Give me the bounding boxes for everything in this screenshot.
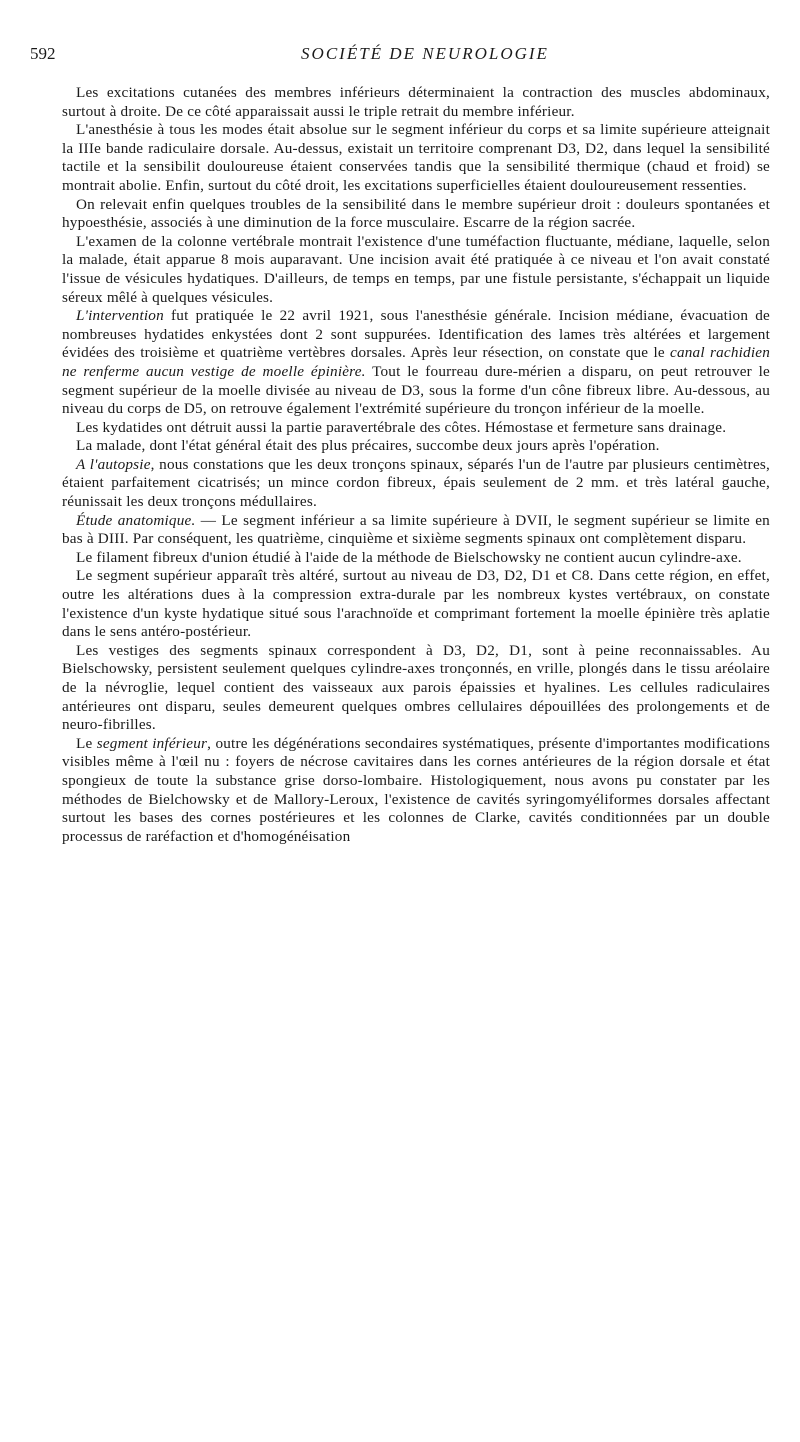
running-title: SOCIÉTÉ DE NEUROLOGIE	[301, 44, 549, 63]
paragraph: A l'autopsie, nous constations que les deux tronçons spinaux, séparés l'un de l'autre par plusieurs centimètres, étaient parfaitement cicatrisés; un mince cordon fibreux, épais seulement de 2 mm. et très latéral gauche, réunissait les deux tronçons médullaires.	[62, 455, 770, 511]
paragraph: La malade, dont l'état général était des plus précaires, succombe deux jours après l'opération.	[76, 437, 660, 455]
paragraph: Les kydatides ont détruit aussi la partie paravertébrale des côtes. Hémostase et fermeture sans drainage.	[76, 418, 727, 436]
paragraph: Le filament fibreux d'union étudié à l'aide de la méthode de Bielschowsky ne contient aucun cylindre-axe.	[76, 548, 742, 566]
page-number: 592	[30, 44, 56, 63]
paragraph: Les excitations cutanées des membres inférieurs déterminaient la contraction des muscles abdominaux, surtout à droite. De ce côté apparaissait aussi le triple retrait du membre inférieur.	[62, 84, 770, 120]
body-text	[62, 84, 770, 846]
paragraph: Le segment supérieur apparaît très altéré, surtout au niveau de D3, D2, D1 et C8. Dans cette région, en effet, outre les altérations dues à la compression extra-durale par les nombreux kystes vertébraux, on constate l'existence d'un kyste hydatique situé sous l'arachnoïde et comprimant fortement la moelle épinière très aplatie dans le sens antéro-postérieur.	[62, 567, 770, 641]
paragraph: L'intervention fut pratiquée le 22 avril 1921, sous l'anesthésie générale. Incision médiane, évacuation de nombreuses hydatides enkystées dont 2 sont suppurées. Identification des lames très altérées et largement évidées des troisième et quatrième vertèbres dorsales. Après leur résection, on constate que le canal rachidien ne renferme aucun vestige de moelle épinière. Tout le fourreau dure-mérien a disparu, on peut retrouver le segment supérieur de la moelle divisée au niveau de D3, sous la forme d'un cône fibreux libre. Au-dessous, au niveau du corps de D5, on retrouve également l'extrémité supérieure du tronçon inférieur de la moelle.	[62, 307, 770, 418]
paragraph: Étude anatomique. — Le segment inférieur a sa limite supérieure à DVII, le segment supérieur se limite en bas à DIII. Par conséquent, les quatrième, cinquième et sixième segments spinaux ont complètement disparu.	[62, 511, 770, 548]
page-header	[30, 44, 770, 84]
paragraph: On relevait enfin quelques troubles de la sensibilité dans le membre supérieur droit : douleurs spontanées et hypoesthésie, associés à une diminution de la force musculaire. Escarre de la région sacrée.	[62, 195, 770, 232]
paragraph: L'anesthésie à tous les modes était absolue sur le segment inférieur du corps et sa limite supérieure atteignait la IIIe bande radiculaire dorsale. Au-dessus, existait un territoire comprenant D3, D2, dans lequel la sensibilité tactile et la sensibilit douloureuse étaient conservées tandis que la sensibilité thermique (chaud et froid) se montrait abolie. Enfin, surtout du côté droit, les excitations superficielles étaient douloureusement ressenties.	[62, 121, 770, 194]
paragraph: L'examen de la colonne vertébrale montrait l'existence d'une tuméfaction fluctuante, médiane, laquelle, selon la malade, était apparue 8 mois auparavant. Une incision avait été pratiquée à ce niveau et l'on avait constaté l'issue de vésicules hydatiques. D'ailleurs, de temps en temps, par une fistule persistante, s'échappait un liquide séreux mêlé à quelques vésicules.	[62, 232, 770, 306]
paragraph: Le segment inférieur, outre les dégénérations secondaires systématiques, présente d'importantes modifications visibles même à l'œil nu : foyers de nécrose cavitaires dans les cornes antérieures de la région dorsale et état spongieux de toute la substance grise dorso-lombaire. Histologiquement, nous avons pu constater par les méthodes de Bielchowsky et de Mallory-Leroux, l'existence de cavités syringomyéliformes dorsales affectant surtout les bases des cornes postérieures et les colonnes de Clarke, cavités conditionnées par un double processus de raréfaction et d'homogénéisation	[62, 734, 770, 845]
paragraph: Les vestiges des segments spinaux correspondent à D3, D2, D1, sont à peine reconnaissables. Au Bielschowsky, persistent seulement quelques cylindre-axes tronçonnés, en vrille, plongés dans le tissu aréolaire de la névroglie, lequel contient des vaisseaux aux parois épaissies et hyalines. Les cellules radiculaires antérieures ont disparu, seules demeurent quelques ombres cellulaires dépouillées des prolongements et de neuro-fibrilles.	[62, 641, 770, 734]
